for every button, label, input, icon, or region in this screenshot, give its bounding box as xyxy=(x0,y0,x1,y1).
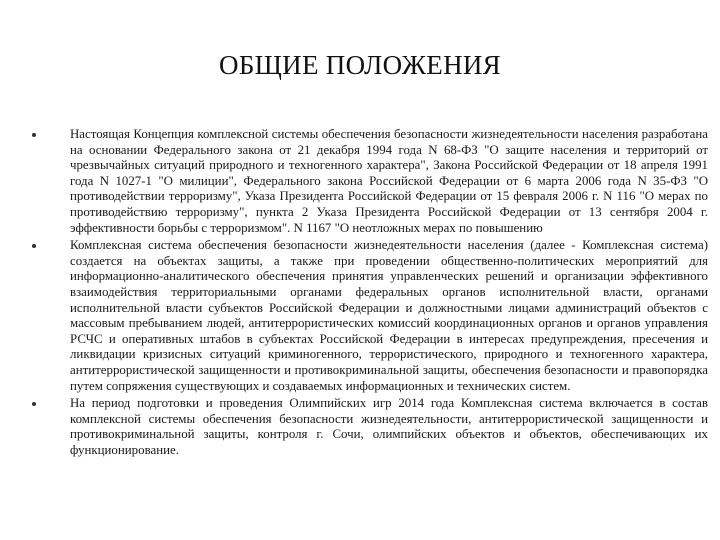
bullet-text: На период подготовки и проведения Олимпийских игр 2014 года Комплексная система включается в состав комплексной системы обеспечения безопасности жизнедеятельности, антитеррористической защищенности и противокриминальной защиты, контроля г. Сочи, олимпийских объектов и объектов, обеспечивающих их функционирование. xyxy=(70,396,708,457)
bullet-icon xyxy=(32,133,36,137)
bullet-icon xyxy=(32,244,36,248)
list-item xyxy=(0,396,720,458)
page-title: ОБЩИЕ ПОЛОЖЕНИЯ xyxy=(219,50,501,80)
bullet-text: Настоящая Концепция комплексной системы обеспечения безопасности жизнедеятельности населения разработана на основании Федерального закона от 21 декабря 1994 года N 68-ФЗ "О защите населения и территорий от чрезвычайных ситуаций природного и техногенного характера", Закона Российской Федерации от 18 апреля 1991 года N 1027-1 "О милиции", Федерального закона Российской Федерации от 6 марта 2006 года N 35-ФЗ "О противодействии терроризму", Указа Президента Российской Федерации от 15 февраля 2006 г. N 116 "О мерах по противодействию терроризму", пункта 2 Указа Президента Российской Федерации от 13 сентября 2004 г. эффективности борьбы с терроризмом". N 1167 "О неотложных мерах по повышению xyxy=(70,127,708,235)
list-item xyxy=(0,238,720,394)
bullet-text: Комплексная система обеспечения безопасности жизнедеятельности населения (далее - Комплексная система) создается на объектах защиты, а также при проведении общественно-политических мероприятий для информационно-аналитического обеспечения принятия управленческих решений и организации эффективного взаимодействия территориальными органами федеральных органов исполнительной власти, органами исполнительной власти субъектов Российской Федерации и должностными лицами администраций объектов с массовым пребыванием людей, антитеррористических комиссий координационных органов и органов управления РСЧС и оперативных штабов в субъектах Российской Федерации в интересах предупреждения, пресечения и ликвидации кризисных ситуаций криминогенного, террористического, природного и техногенного характера, антитеррористической защищенности и противокриминальной защиты, обеспечения безопасности и правопорядка путем сопряжения существующих и создаваемых информационных и технических систем. xyxy=(70,238,708,393)
bullet-list xyxy=(0,127,720,460)
list-item xyxy=(0,127,720,236)
bullet-icon xyxy=(32,402,36,406)
